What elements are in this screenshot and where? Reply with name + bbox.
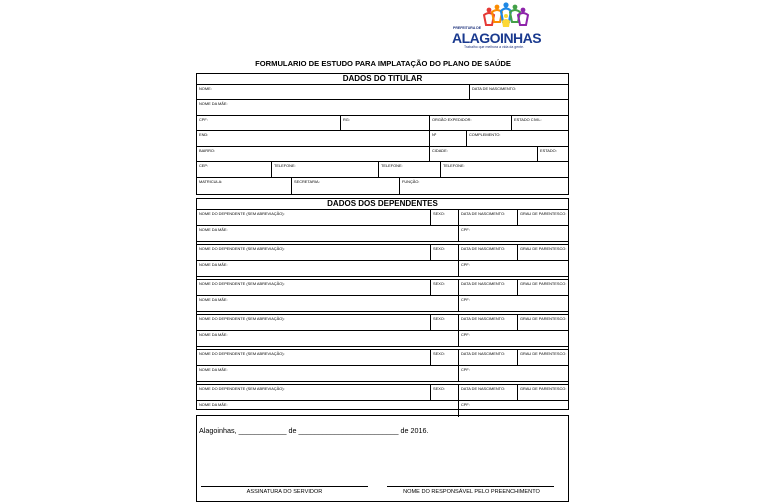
dependente-nome-field[interactable] [197, 385, 430, 400]
dependente-row-2 [197, 226, 568, 242]
dependente-mae-field[interactable] [197, 261, 458, 276]
titular-row-funcional [197, 178, 568, 194]
numero-field[interactable] [429, 131, 466, 146]
servidor-signature-line[interactable] [201, 486, 368, 487]
telefone1-label: TELEFONE: [274, 163, 296, 168]
nome-label: NOME: [199, 86, 212, 91]
dependente-nascimento-field[interactable] [458, 280, 517, 295]
rg-field[interactable] [340, 116, 429, 130]
dependente-nome-field[interactable] [197, 315, 430, 330]
dependente-nascimento-field[interactable] [458, 315, 517, 330]
dependente-mae-field[interactable] [197, 331, 458, 346]
dependente-nome-label: NOME DO DEPENDENTE (SEM ABREVIAÇÃO): [199, 351, 285, 356]
dependente-nascimento-label: DATA DE NASCIMENTO: [461, 281, 506, 286]
dependente-row-2 [197, 261, 568, 277]
dependente-sexo-label: SEXO: [433, 386, 445, 391]
dependente-mae-label: NOME DA MÃE: [199, 332, 228, 337]
dependente-nome-field[interactable] [197, 245, 430, 260]
dependente-mae-label: NOME DA MÃE: [199, 227, 228, 232]
dependente-parentesco-field[interactable] [517, 315, 568, 330]
data-nascimento-label: DATA DE NASCIMENTO: [472, 86, 517, 91]
orgao-expedidor-label: ORGÃO EXPEDIDOR: [432, 117, 472, 122]
dependente-sexo-field[interactable] [430, 350, 458, 365]
dependente-row-1 [197, 280, 568, 296]
responsavel-signature-line[interactable] [387, 486, 554, 487]
dependente-sexo-label: SEXO: [433, 316, 445, 321]
dependente-sexo-field[interactable] [430, 245, 458, 260]
dependente-block [197, 244, 568, 277]
dependente-cpf-field[interactable] [458, 226, 568, 241]
dependente-nome-field[interactable] [197, 350, 430, 365]
dependente-mae-label: NOME DA MÃE: [199, 402, 228, 407]
orgao-expedidor-field[interactable] [429, 116, 511, 130]
prefeitura-logo [450, 2, 556, 50]
dependente-parentesco-label: GRAU DE PARENTESCO: [520, 211, 567, 216]
estado-label: ESTADO: [540, 148, 557, 153]
dependente-row-1 [197, 245, 568, 261]
nome-mae-field[interactable] [197, 100, 568, 115]
dependente-mae-label: NOME DA MÃE: [199, 367, 228, 372]
cidade-label: CIDADE: [432, 148, 448, 153]
telefone1-field[interactable] [271, 162, 378, 177]
dependentes-list [197, 210, 568, 417]
dependente-nascimento-field[interactable] [458, 210, 517, 225]
cpf-label: CPF: [199, 117, 208, 122]
numero-label: Nº [432, 132, 437, 137]
dependente-sexo-label: SEXO: [433, 211, 445, 216]
dependente-parentesco-label: GRAU DE PARENTESCO: [520, 386, 567, 391]
telefone2-label: TELEFONE: [381, 163, 403, 168]
dependente-cpf-label: CPF: [461, 262, 470, 267]
titular-row-nome [197, 85, 568, 100]
cidade-field[interactable] [429, 147, 537, 161]
dependente-row-1 [197, 210, 568, 226]
dependente-cpf-field[interactable] [458, 331, 568, 346]
dependente-row-1 [197, 315, 568, 331]
dependente-cpf-field[interactable] [458, 296, 568, 311]
funcao-label: FUNÇÃO: [402, 179, 420, 184]
dependente-nome-field[interactable] [197, 210, 430, 225]
cpf-field[interactable] [197, 116, 340, 130]
nome-field[interactable] [197, 85, 469, 99]
complemento-label: COMPLEMENTO: [469, 132, 501, 137]
dependente-nome-field[interactable] [197, 280, 430, 295]
dependente-sexo-label: SEXO: [433, 246, 445, 251]
dependente-block [197, 210, 568, 242]
rg-label: RG: [343, 117, 350, 122]
telefone3-field[interactable] [440, 162, 568, 177]
dependente-cpf-label: CPF: [461, 367, 470, 372]
dependente-parentesco-label: GRAU DE PARENTESCO: [520, 246, 567, 251]
dependente-nascimento-field[interactable] [458, 385, 517, 400]
dependente-nascimento-label: DATA DE NASCIMENTO: [461, 316, 506, 321]
dependente-mae-field[interactable] [197, 296, 458, 311]
servidor-signature-caption: ASSINATURA DO SERVIDOR [246, 489, 323, 495]
dependente-block [197, 279, 568, 312]
dependente-block [197, 384, 568, 417]
de-text-1: de [288, 426, 297, 435]
dependente-mae-label: NOME DA MÃE: [199, 297, 228, 302]
dependente-sexo-field[interactable] [430, 280, 458, 295]
dependente-parentesco-field[interactable] [517, 280, 568, 295]
logo-prefeitura-text: PREFEITURA DE [453, 26, 482, 30]
logo-slogan: Trabalho que melhora a vida da gente. [464, 45, 524, 49]
place-date-line [199, 426, 428, 435]
dependente-nome-label: NOME DO DEPENDENTE (SEM ABREVIAÇÃO): [199, 246, 285, 251]
titular-header: DADOS DO TITULAR [197, 74, 568, 85]
data-nascimento-field[interactable] [469, 85, 568, 99]
responsavel-signature-caption: NOME DO RESPONSÁVEL PELO PREENCHIMENTO [403, 489, 540, 495]
signature-section [196, 415, 569, 502]
dependente-cpf-label: CPF: [461, 402, 470, 407]
dependentes-section [196, 198, 569, 410]
dependente-cpf-field[interactable] [458, 366, 568, 381]
dependente-parentesco-field[interactable] [517, 245, 568, 260]
dependente-row-2 [197, 366, 568, 382]
endereco-label: END: [199, 132, 209, 137]
dependente-nome-label: NOME DO DEPENDENTE (SEM ABREVIAÇÃO): [199, 281, 285, 286]
dependente-nascimento-field[interactable] [458, 350, 517, 365]
cep-label: CEP: [199, 163, 209, 168]
cep-field[interactable] [197, 162, 271, 177]
dependente-cpf-label: CPF: [461, 227, 470, 232]
dependente-mae-field[interactable] [197, 226, 458, 241]
dependente-nome-label: NOME DO DEPENDENTE (SEM ABREVIAÇÃO): [199, 211, 285, 216]
form-title: FORMULARIO DE ESTUDO PARA IMPLATAÇÃO DO PLANO DE SAÚDE [255, 59, 511, 68]
estado-civil-field[interactable] [511, 116, 568, 130]
dependente-parentesco-field[interactable] [517, 210, 568, 225]
month-blank[interactable]: _________________________ [298, 426, 399, 435]
dependente-row-2 [197, 331, 568, 347]
dependente-nascimento-label: DATA DE NASCIMENTO: [461, 246, 506, 251]
endereco-field[interactable] [197, 131, 429, 146]
place-prefix: Alagoinhas, [199, 426, 237, 435]
dependente-nome-label: NOME DO DEPENDENTE (SEM ABREVIAÇÃO): [199, 316, 285, 321]
dependente-sexo-label: SEXO: [433, 351, 445, 356]
dependente-row-2 [197, 296, 568, 312]
dependente-sexo-field[interactable] [430, 210, 458, 225]
bairro-label: BAIRRO: [199, 148, 215, 153]
estado-field[interactable] [537, 147, 568, 161]
secretaria-field[interactable] [291, 178, 399, 194]
day-blank[interactable]: ____________ [238, 426, 287, 435]
titular-row-localidade [197, 147, 568, 162]
dependente-cpf-field[interactable] [458, 261, 568, 276]
dependente-parentesco-label: GRAU DE PARENTESCO: [520, 316, 567, 321]
dependente-mae-field[interactable] [197, 366, 458, 381]
dependente-row-1 [197, 350, 568, 366]
dependente-sexo-field[interactable] [430, 385, 458, 400]
dependente-parentesco-label: GRAU DE PARENTESCO: [520, 351, 567, 356]
telefone3-label: TELEFONE: [443, 163, 465, 168]
dependente-mae-label: NOME DA MÃE: [199, 262, 228, 267]
dependente-parentesco-field[interactable] [517, 350, 568, 365]
dependente-block [197, 314, 568, 347]
dependente-nascimento-field[interactable] [458, 245, 517, 260]
titular-row-endereco [197, 131, 568, 147]
dependentes-header: DADOS DOS DEPENDENTES [197, 199, 568, 210]
titular-section [196, 73, 569, 195]
matricula-label: MATRICULA: [199, 179, 223, 184]
year-text: de 2016. [400, 426, 429, 435]
dependente-nascimento-label: DATA DE NASCIMENTO: [461, 386, 506, 391]
dependente-sexo-label: SEXO: [433, 281, 445, 286]
dependente-block [197, 349, 568, 382]
titular-row-contato [197, 162, 568, 178]
dependente-sexo-field[interactable] [430, 315, 458, 330]
telefone2-field[interactable] [378, 162, 440, 177]
dependente-parentesco-label: GRAU DE PARENTESCO: [520, 281, 567, 286]
dependente-cpf-label: CPF: [461, 332, 470, 337]
bairro-field[interactable] [197, 147, 429, 161]
complemento-field[interactable] [466, 131, 568, 146]
dependente-cpf-label: CPF: [461, 297, 470, 302]
funcao-field[interactable] [399, 178, 568, 194]
dependente-nascimento-label: DATA DE NASCIMENTO: [461, 211, 506, 216]
secretaria-label: SECRETARIA: [294, 179, 320, 184]
dependente-nascimento-label: DATA DE NASCIMENTO: [461, 351, 506, 356]
dependente-parentesco-field[interactable] [517, 385, 568, 400]
dependente-nome-label: NOME DO DEPENDENTE (SEM ABREVIAÇÃO): [199, 386, 285, 391]
titular-row-documentos [197, 116, 568, 131]
titular-row-mae [197, 100, 568, 116]
nome-mae-label: NOME DA MÃE: [199, 101, 228, 106]
estado-civil-label: ESTADO CIVIL: [514, 117, 542, 122]
matricula-field[interactable] [197, 178, 291, 194]
dependente-row-1 [197, 385, 568, 401]
logo-city-name: ALAGOINHAS [452, 30, 542, 46]
